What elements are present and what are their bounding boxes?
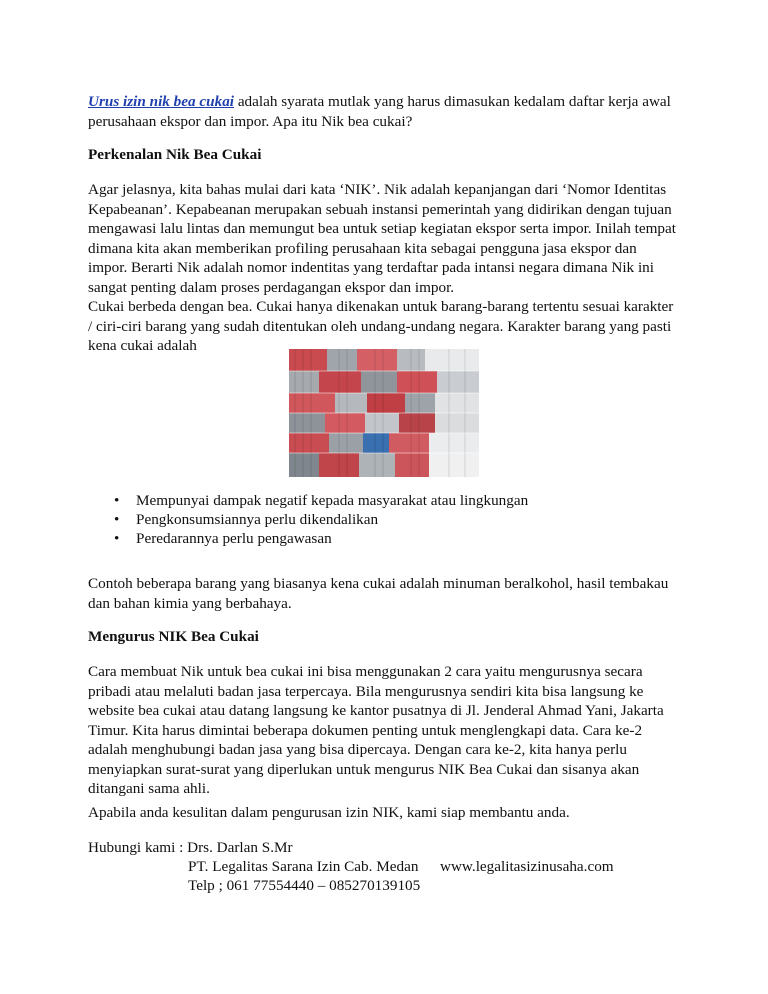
contact-label: Hubungi kami : Drs. Darlan S.Mr [88,839,293,856]
text-line: Cukai berbeda dengan bea. Cukai hanya dikenakan untuk barang-barang tertentu sesuai karakter [88,298,674,315]
text-line: adalah menghubungi badan jasa yang bisa dipercaya. Dengan cara ke-2, kita hanya perlu [88,741,627,758]
text-line: Timur. Kita harus dimintai beberapa dokumen penting untuk menglengkapi data. Cara ke-2 [88,721,643,739]
contact-website: www.legalitasizinusaha.com [440,858,614,875]
bullet-icon: • [114,530,120,547]
shipping-containers-photo [289,349,479,477]
list-item [88,510,528,529]
section-heading-mengurus: Mengurus NIK Bea Cukai [88,628,259,645]
urus-izin-link[interactable]: Urus izin nik bea cukai [88,93,235,110]
bullet-icon: • [114,511,120,528]
text-line: Apabila anda kesulitan dalam pengurusan izin NIK, kami siap membantu anda. [88,804,570,821]
list-item-text: Pengkonsumsiannya perlu dikendalikan [136,511,379,528]
contact-company-row [88,857,614,876]
text-line: dan bahan kimia yang berbahaya. [88,594,292,612]
list-item-text: Peredarannya perlu pengawasan [136,530,332,547]
text-line: kena cukai adalah [88,337,197,354]
mengurus-paragraph-1 [88,662,688,799]
text-line: impor. Berarti Nik adalah nomor indentitas yang terdaftar pada intansi negara dimana Nik ini [88,259,654,276]
perkenalan-paragraph-2 [88,297,688,356]
contact-company: PT. Legalitas Sarana Izin Cab. Medan [188,858,419,875]
mengurus-paragraph-2 [88,803,688,823]
intro-line-1 [88,92,688,112]
section-heading-perkenalan: Perkenalan Nik Bea Cukai [88,146,262,163]
contact-phone-row [88,876,614,895]
contact-phone: Telp ; 061 77554440 – 085270139105 [188,877,421,894]
text-line: dimana kita akan memberikan profiling perusahaan kita sebagai pengguna jasa ekspor dan [88,239,637,257]
bullet-icon: • [114,492,120,509]
text-line: Contoh beberapa barang yang biasanya kena cukai adalah minuman beralkohol, hasil tembakau [88,575,669,592]
text-line: mengawasi lalu lintas dan memungut bea untuk setiap kegiatan ekspor serta impor. Inilah tempat [88,220,676,237]
text-line: Agar jelasnya, kita bahas mulai dari kata ‘NIK’. Nik adalah kepanjangan dari ‘Nomor Identitas [88,181,667,198]
perkenalan-paragraph-1 [88,180,688,297]
text-line: sangat penting dalam proses perdagangan ekspor dan impor. [88,278,455,296]
list-item [88,491,528,510]
text-line: Cara membuat Nik untuk bea cukai ini bisa menggunakan 2 cara yaitu mengurusnya secara [88,663,643,680]
text-line: Kepabeanan’. Kepabeanan merupakan sebuah instansi pemerintah yang didirikan dengan tujuan [88,200,672,218]
intro-line-1-text: adalah syarata mutlak yang harus dimasukan kedalam daftar kerja awal [234,93,671,110]
text-line: pribadi atau melaluti badan jasa terpercaya. Bila mengurusnya sendiri kita bisa langsung ke [88,682,644,700]
cukai-criteria-list [88,491,528,548]
text-line: menyiapkan surat-surat yang diperlukan untuk mengurus NIK Bea Cukai dan sisanya akan [88,760,640,778]
intro-line-2: perusahaan ekspor dan impor. Apa itu Nik bea cukai? [88,112,413,130]
list-item [88,529,528,548]
text-line: / ciri-ciri barang yang sudah ditentukan oleh undang-undang negara. Karakter barang yang pasti [88,317,672,335]
contact-block [88,838,614,895]
text-line: ditangani sama ahli. [88,780,210,797]
intro-paragraph [88,92,688,131]
perkenalan-paragraph-3 [88,574,688,613]
list-item-text: Mempunyai dampak negatif kepada masyarakat atau lingkungan [136,492,529,509]
text-line: website bea cukai atau datang langsung ke kantor pusatnya di Jl. Jenderal Ahmad Yani, Jakarta [88,702,664,719]
